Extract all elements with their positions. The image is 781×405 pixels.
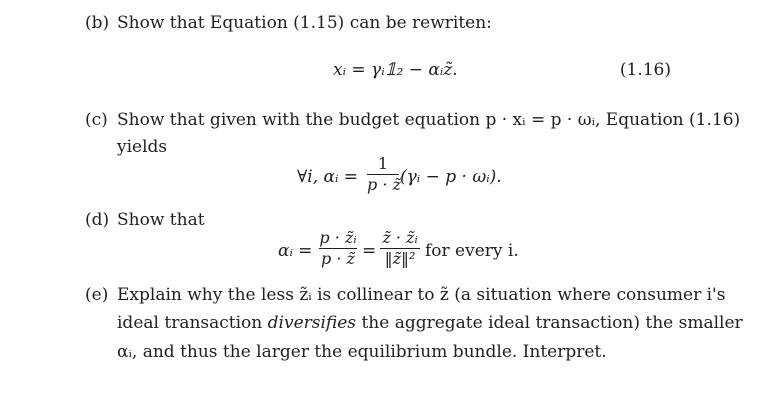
part-e-line3-text: αᵢ, and thus the larger the equilibrium bundle. Interpret. <box>117 342 607 362</box>
alpha-fraction <box>367 155 399 194</box>
part-b-text: Show that Equation (1.15) can be rewriten: <box>117 13 492 33</box>
equation-1-16: xᵢ = γᵢ𝟙₂ − αᵢz̃. <box>333 60 458 80</box>
part-e-label: (e) <box>85 285 109 305</box>
alpha-fraction-numerator: 1 <box>377 154 389 173</box>
part-e-line2-text <box>117 313 743 333</box>
part-c-text-line1: Show that given with the budget equation p · xᵢ = p · ωᵢ, Equation (1.16) <box>117 110 741 130</box>
projection-fraction-denominator: p · z̃ <box>321 249 355 269</box>
for-every-i: for every i. <box>425 241 519 261</box>
norm-fraction-denominator: ‖z̃‖² <box>384 249 416 269</box>
norm-fraction-numerator: z̃ · z̃ᵢ <box>382 228 418 247</box>
alpha-equation-suffix: (γᵢ − p · ωᵢ). <box>400 167 502 187</box>
alpha-equation-prefix: ∀i, αᵢ = <box>297 167 359 187</box>
part-b-label: (b) <box>85 13 110 33</box>
part-c-text-line2: yields <box>117 137 168 157</box>
norm-fraction <box>380 229 420 268</box>
part-e-line2-emphasis: diversifies <box>267 313 357 333</box>
projection-fraction <box>319 229 357 268</box>
alpha-fraction-denominator: p · z̃ <box>367 175 401 195</box>
alpha-i-lhs: αᵢ = <box>278 241 313 261</box>
part-d-text: Show that <box>117 210 205 230</box>
part-d-label: (d) <box>85 210 110 230</box>
equals-sign: = <box>362 241 377 261</box>
part-c-label: (c) <box>85 110 108 130</box>
part-e-line2-pre: ideal transaction <box>117 313 268 333</box>
projection-fraction-numerator: p · z̃ᵢ <box>319 228 357 247</box>
part-e-line1: Explain why the less z̃ᵢ is collinear to z̃ (a situation where consumer i's <box>117 285 726 305</box>
part-e-line2-post: the aggregate ideal transaction) the smaller <box>356 313 743 333</box>
equation-number-1-16: (1.16) <box>619 60 671 80</box>
